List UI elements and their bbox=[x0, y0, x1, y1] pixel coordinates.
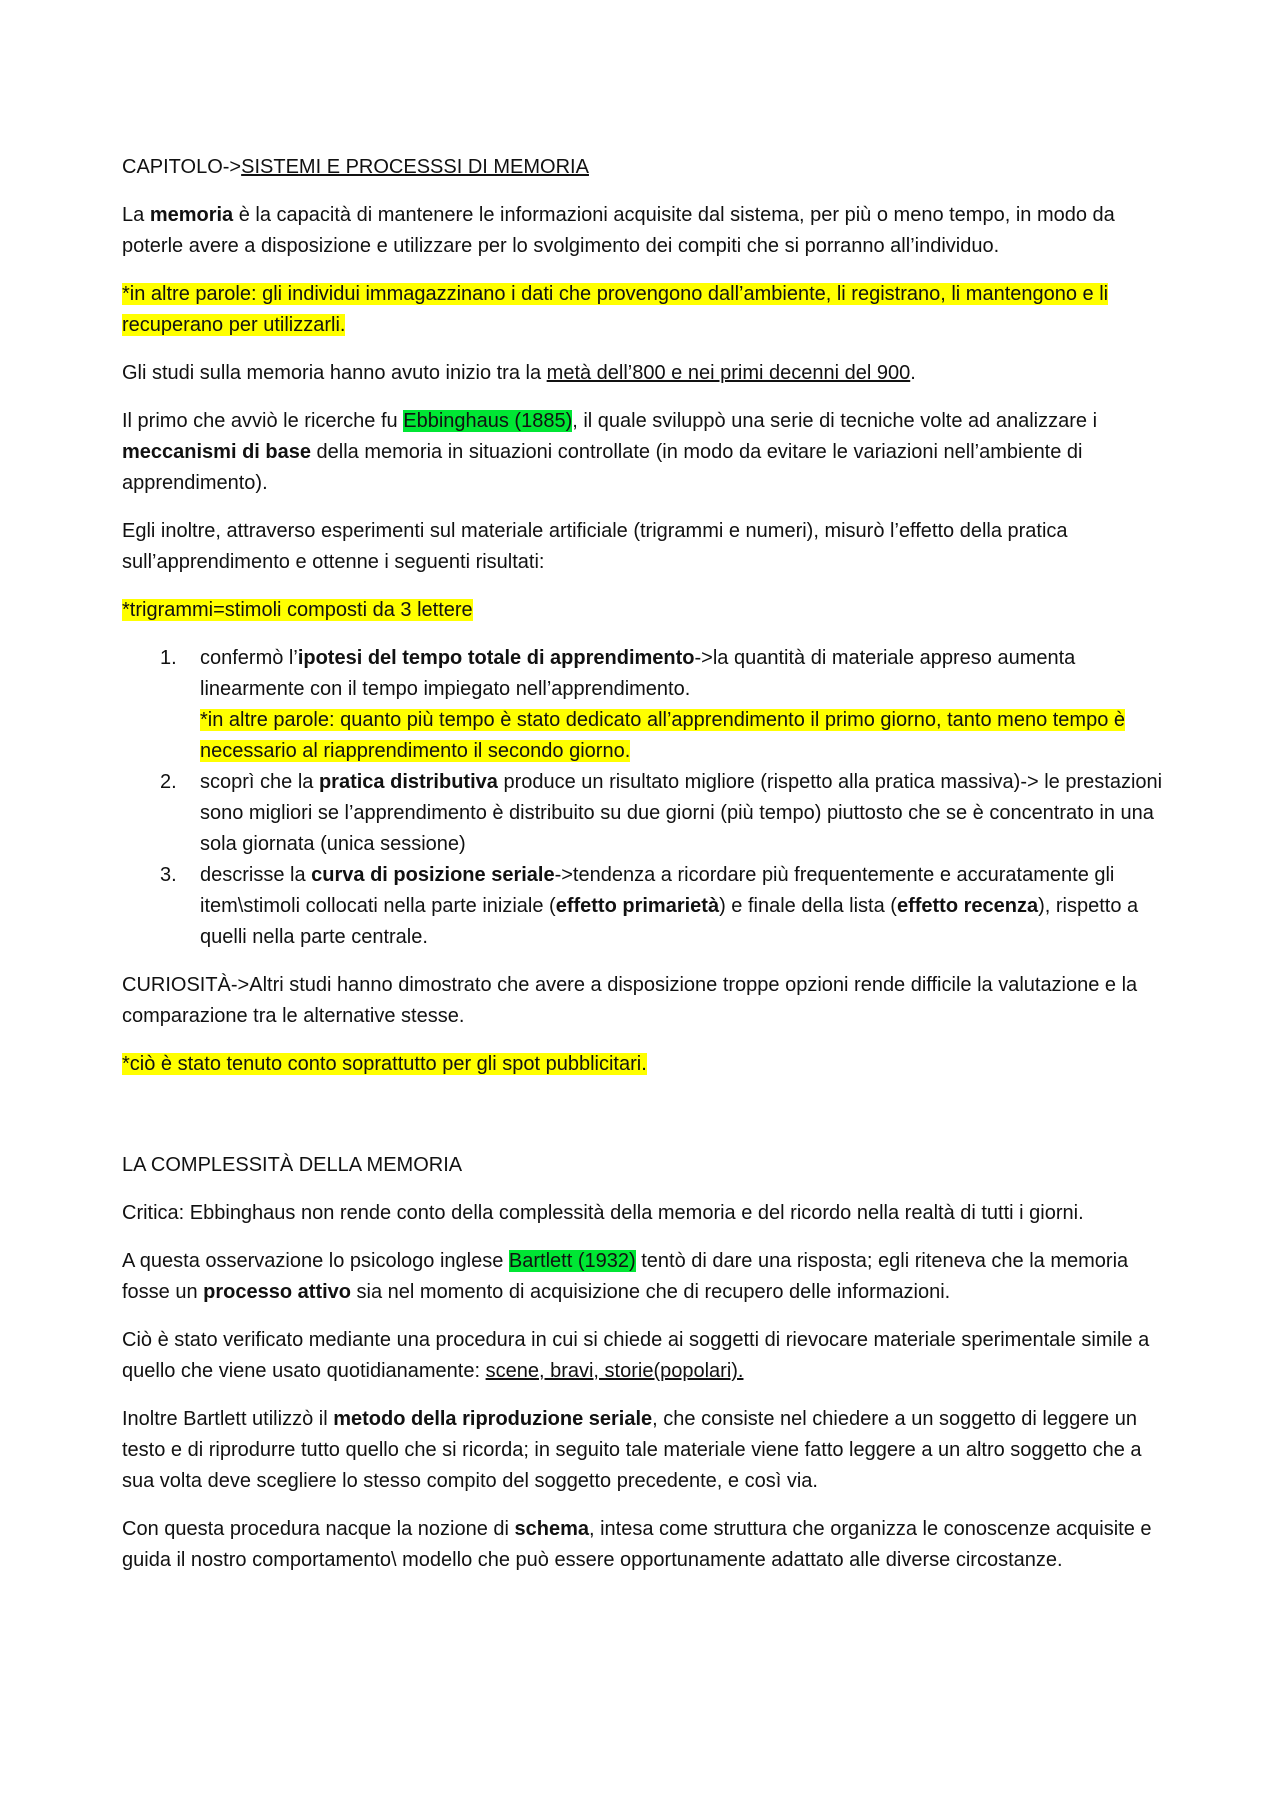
list-item: 2. scoprì che la pratica distributiva produce un risultato migliore (rispetto alla pratica massiva)-> le prestazioni sono migliori se l’apprendimento è distribuito su due giorni (più tempo) piuttosto che se è concentrato in una sola giornata (unica sessione) bbox=[160, 771, 1163, 855]
list-item: 1. confermò l’ipotesi del tempo totale di apprendimento->la quantità di materiale appreso aumenta linearmente con il tempo impiegato nell’apprendimento. *in altre parole: quanto più tempo è stato dedicato all’apprendimento il primo giorno, tanto meno tempo è necessario al riapprendimento il secondo giorno. bbox=[160, 647, 1126, 762]
chapter-title: CAPITOLO->SISTEMI E PROCESSSI DI MEMORIA bbox=[122, 156, 589, 178]
paragraph-curiosita: CURIOSITÀ->Altri studi hanno dimostrato che avere a disposizione troppe opzioni rende difficile la valutazione e la comparazione tra le alternative stesse. bbox=[122, 974, 1138, 1027]
paragraph-procedura: Ciò è stato verificato mediante una procedura in cui si chiede ai soggetti di rievocare materiale sperimentale simile a quello che viene usato quotidianamente: scene, bravi, storie(popolari). bbox=[122, 1329, 1150, 1382]
bartlett-highlight: Bartlett (1932) bbox=[508, 1250, 636, 1272]
chapter-title-main: SISTEMI E PROCESSSI DI MEMORIA bbox=[241, 156, 589, 178]
paragraph-memoria-definition: La memoria è la capacità di mantenere le informazioni acquisite dal sistema, per più o meno tempo, in modo da poterle avere a disposizione e utilizzare per lo svolgimento dei compiti che si porranno all’individuo. bbox=[122, 204, 1115, 257]
document-page bbox=[122, 152, 1172, 1593]
paragraph-studi-inizio: Gli studi sulla memoria hanno avuto inizio tra la metà dell’800 e nei primi decenni del 900. bbox=[122, 362, 916, 384]
note-spot-pubblicitari: *ciò è stato tenuto conto soprattutto per gli spot pubblicitari. bbox=[122, 1053, 647, 1075]
spacer bbox=[122, 1097, 1172, 1150]
paragraph-riproduzione-seriale: Inoltre Bartlett utilizzò il metodo della riproduzione seriale, che consiste nel chiedere a un soggetto di leggere un testo e di riprodurre tutto quello che si ricorda; in seguito tale materiale viene fatto leggere a un altro soggetto che a sua volta deve scegliere lo stesso compito del soggetto precedente, e così via. bbox=[122, 1408, 1142, 1492]
results-list bbox=[122, 643, 1172, 953]
list-item-note: *in altre parole: quanto più tempo è stato dedicato all’apprendimento il primo giorno, tanto meno tempo è necessario al riapprendimento il secondo giorno. bbox=[200, 709, 1126, 762]
paragraph-esperimenti: Egli inoltre, attraverso esperimenti sul materiale artificiale (trigrammi e numeri), misurò l’effetto della pratica sull’apprendimento e ottenne i seguenti risultati: bbox=[122, 520, 1068, 573]
note-trigrammi: *trigrammi=stimoli composti da 3 lettere bbox=[122, 599, 473, 621]
paragraph-schema: Con questa procedura nacque la nozione di schema, intesa come struttura che organizza le conoscenze acquisite e guida il nostro comportamento\ modello che può essere opportunamente adattato alle diverse circostanze. bbox=[122, 1518, 1152, 1571]
paragraph-bartlett: A questa osservazione lo psicologo inglese Bartlett (1932) tentò di dare una risposta; egli riteneva che la memoria fosse un processo attivo sia nel momento di acquisizione che di recupero delle informazioni. bbox=[122, 1250, 1129, 1303]
list-item: 3. descrisse la curva di posizione seriale->tendenza a ricordare più frequentemente e accuratamente gli item\stimoli collocati nella parte iniziale (effetto primarietà) e finale della lista (effetto recenza), rispetto a quelli nella parte centrale. bbox=[160, 864, 1139, 948]
section-heading-complessita: LA COMPLESSITÀ DELLA MEMORIA bbox=[122, 1154, 463, 1176]
note-in-altre-parole: *in altre parole: gli individui immagazzinano i dati che provengono dall’ambiente, li registrano, li mantengono e li recuperano per utilizzarli. bbox=[122, 283, 1109, 336]
paragraph-ebbinghaus: Il primo che avviò le ricerche fu Ebbinghaus (1885), il quale sviluppò una serie di tecniche volte ad analizzare i meccanismi di base della memoria in situazioni controllate (in modo da evitare le variazioni nell’ambiente di apprendimento). bbox=[122, 410, 1098, 494]
ebbinghaus-highlight: Ebbinghaus (1885) bbox=[403, 410, 573, 432]
paragraph-critica: Critica: Ebbinghaus non rende conto della complessità della memoria e del ricordo nella realtà di tutti i giorni. bbox=[122, 1202, 1084, 1224]
